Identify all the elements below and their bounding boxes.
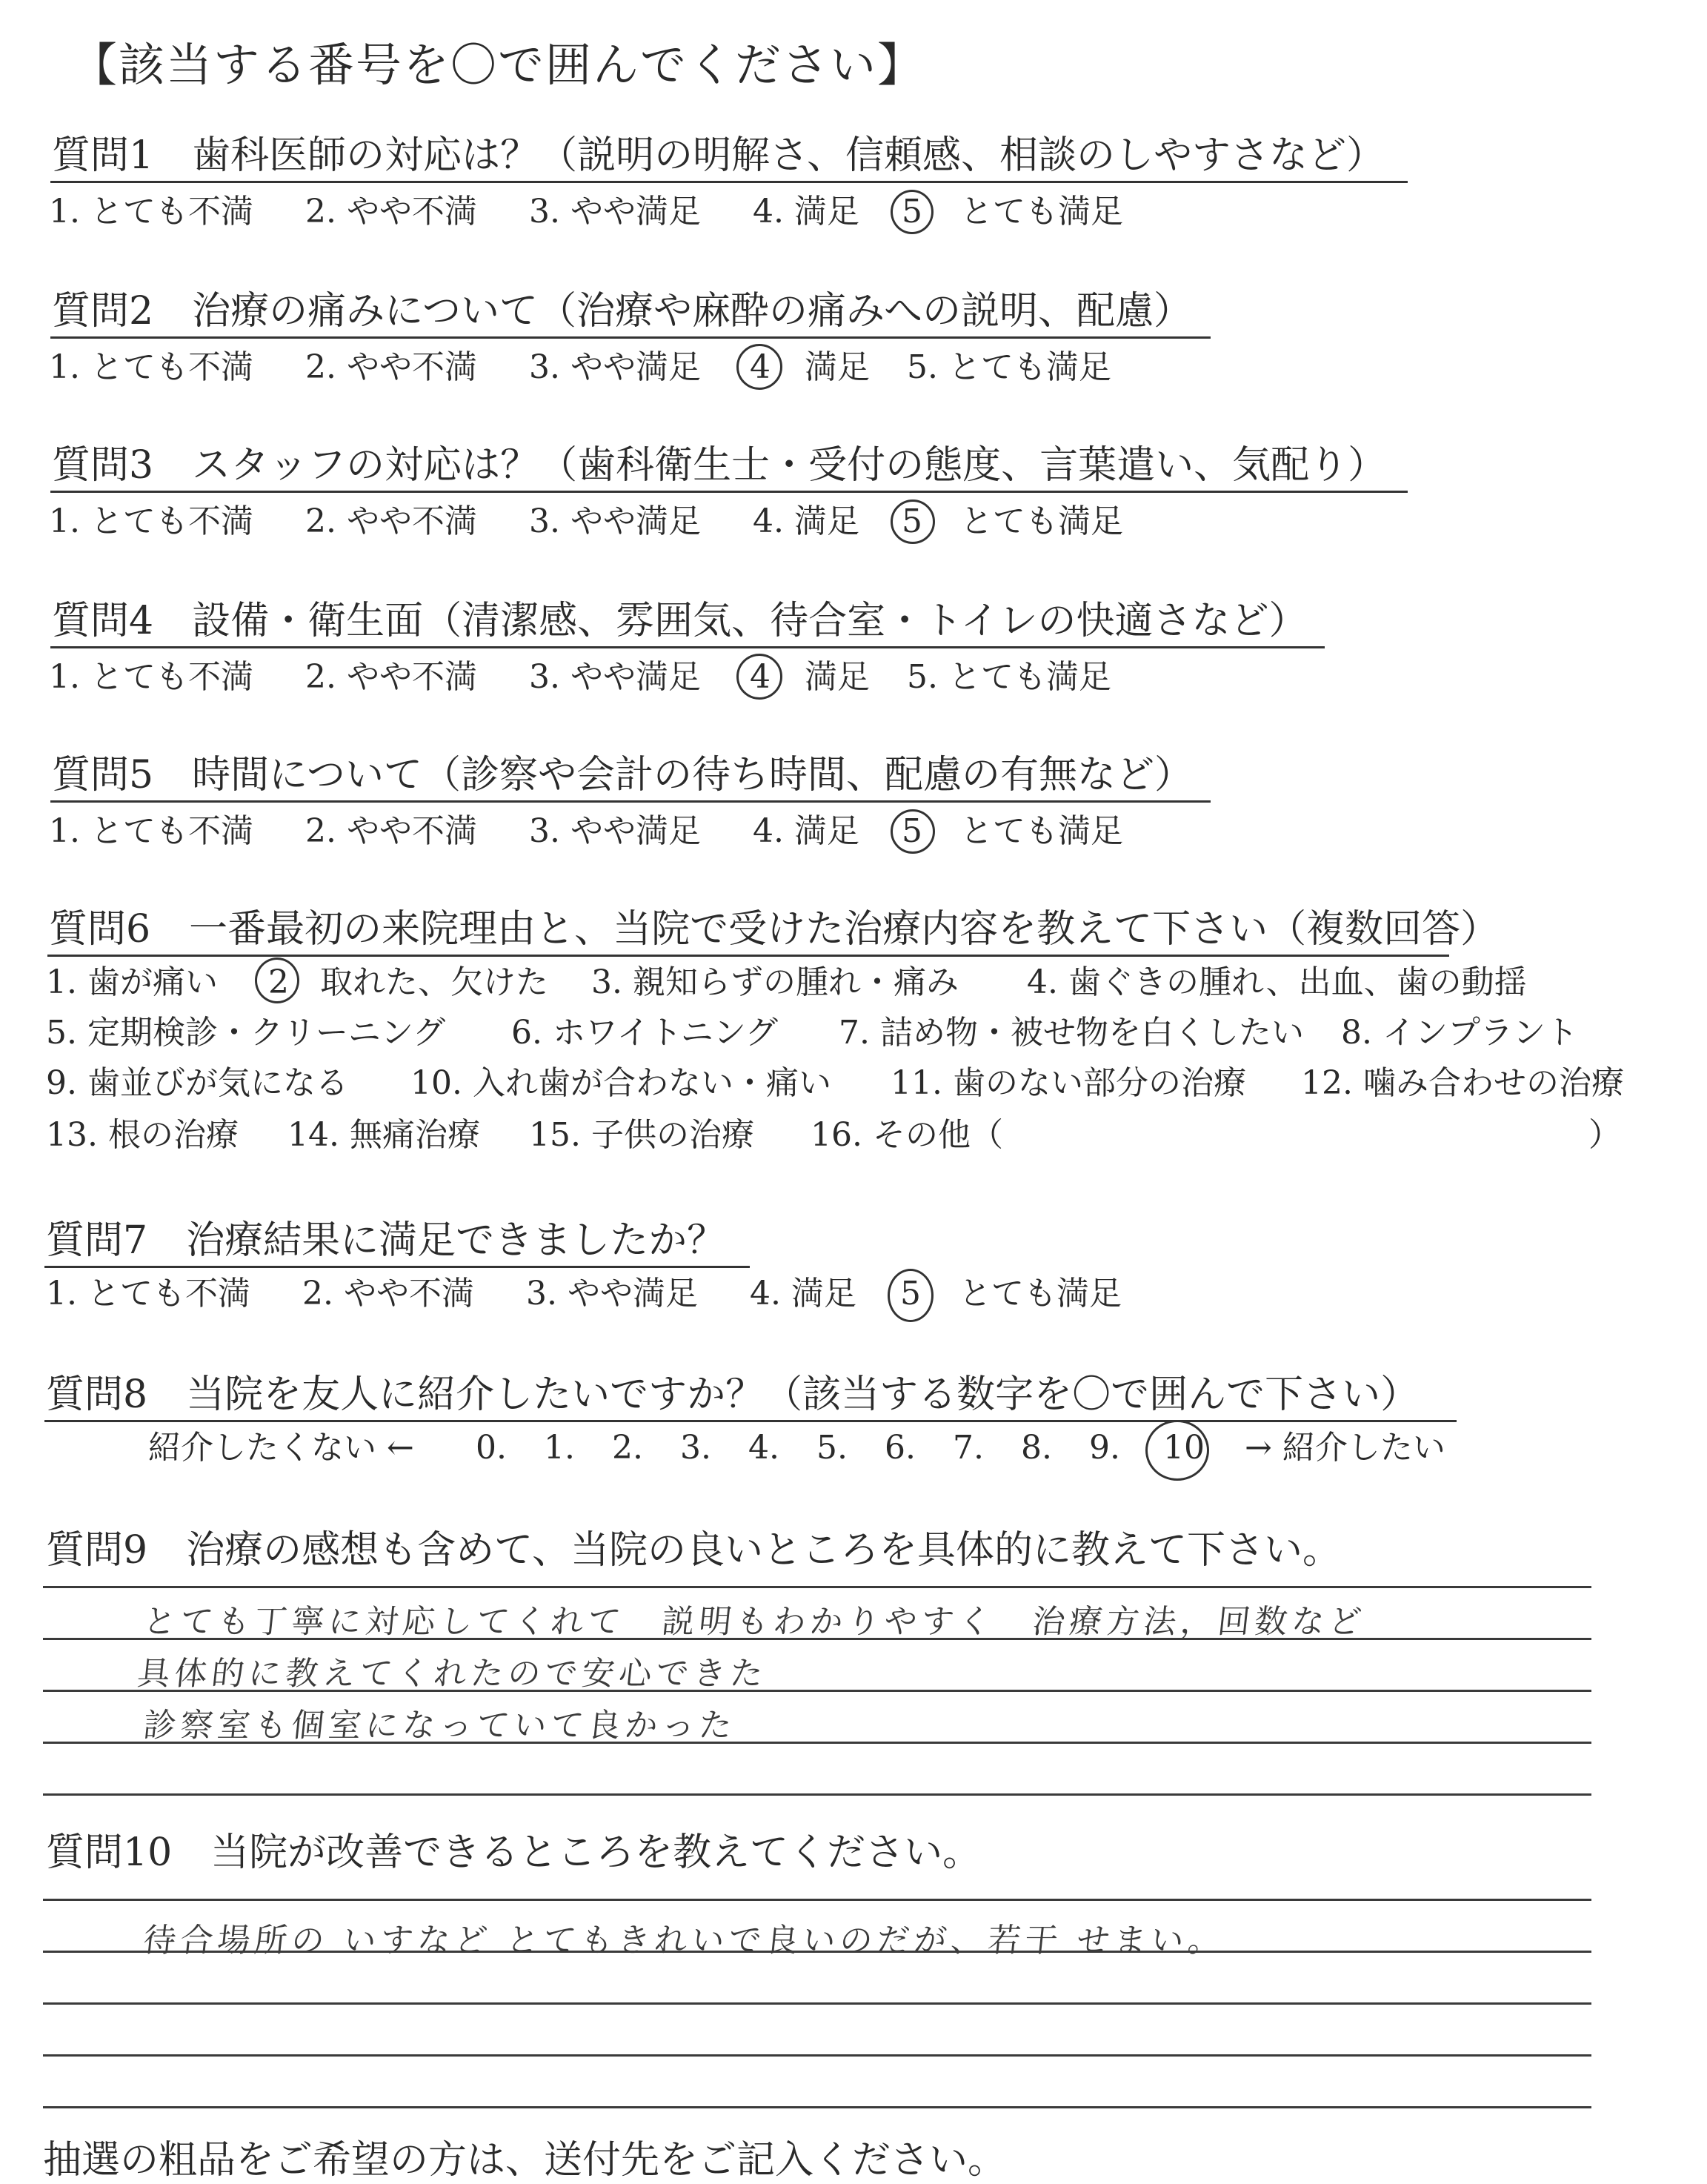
q1-option-1[interactable]: 1. とても不満 [49, 193, 253, 230]
q6-option-16[interactable]: 16. その他（ [811, 1116, 1003, 1154]
q10-rule-4 [43, 2054, 1591, 2057]
q4-title: 質問4 設備・衛生面（清潔感、雰囲気、待合室・トイレの快適さなど） [52, 599, 1308, 643]
q2-option-4[interactable]: 4 [750, 348, 771, 386]
q7-option-3[interactable]: 3. やや満足 [526, 1275, 698, 1312]
q8-score-2[interactable]: 2. [612, 1429, 643, 1467]
q4-underline [50, 646, 1325, 648]
q4-option-2[interactable]: 2. やや不満 [305, 658, 477, 696]
q5-answer-circle [891, 809, 935, 854]
q7-title: 質問7 治療結果に満足できましたか？ [46, 1218, 726, 1263]
q5-option-3[interactable]: 3. やや満足 [529, 812, 701, 850]
q6-underline [47, 955, 1449, 957]
q9-answer-line-3[interactable]: 診察室も個室になっていて良かった [141, 1707, 739, 1745]
q6-option-13[interactable]: 13. 根の治療 [46, 1116, 239, 1154]
q6-option-2[interactable]: 2 [268, 963, 289, 1001]
q4-option-4-label: 満足 [805, 658, 870, 696]
q5-option-1[interactable]: 1. とても不満 [49, 812, 253, 850]
q6-option-4[interactable]: 4. 歯ぐきの腫れ、出血、歯の動揺 [1027, 963, 1527, 1001]
q5-option-2[interactable]: 2. やや不満 [305, 812, 477, 850]
q6-option-5[interactable]: 5. 定期検診・クリーニング [46, 1014, 446, 1052]
q6-option-14[interactable]: 14. 無痛治療 [287, 1116, 480, 1154]
q6-option-2-label: 取れた、欠けた [320, 963, 548, 1001]
q6-option-1[interactable]: 1. 歯が痛い [46, 963, 218, 1001]
q8-score-10[interactable]: 10 [1163, 1429, 1205, 1467]
q2-answer-circle [736, 344, 782, 390]
q2-option-1[interactable]: 1. とても不満 [49, 348, 253, 386]
q5-option-4[interactable]: 4. 満足 [753, 812, 859, 850]
q10-rule-1 [43, 1899, 1591, 1901]
q8-score-3[interactable]: 3. [680, 1429, 711, 1467]
q9-title: 質問9 治療の感想も含めて、当院の良いところを具体的に教えて下さい。 [46, 1528, 1342, 1573]
q4-option-1[interactable]: 1. とても不満 [49, 658, 253, 696]
q1-option-2[interactable]: 2. やや不満 [305, 193, 477, 230]
q8-score-9[interactable]: 9. [1089, 1429, 1120, 1467]
q10-rule-5 [43, 2106, 1591, 2108]
q10-rule-3 [43, 2002, 1591, 2005]
q7-answer-circle [888, 1269, 934, 1322]
q7-underline [44, 1266, 750, 1268]
q2-option-5[interactable]: 5. とても満足 [907, 348, 1111, 386]
q6-option-10[interactable]: 10. 入れ歯が合わない・痛い [410, 1064, 831, 1102]
q6-option-9[interactable]: 9. 歯並びが気になる [46, 1064, 348, 1102]
q1-underline [50, 181, 1408, 183]
q3-answer-circle [891, 499, 935, 544]
q1-answer-circle [891, 190, 934, 234]
q2-underline [50, 336, 1211, 339]
q4-option-5[interactable]: 5. とても満足 [907, 658, 1111, 696]
q6-option-12[interactable]: 12. 噛み合わせの治療 [1301, 1064, 1624, 1102]
q3-option-5[interactable]: 5 [902, 502, 922, 540]
q7-option-2[interactable]: 2. やや不満 [302, 1275, 474, 1312]
q8-score-1[interactable]: 1. [544, 1429, 575, 1467]
q6-answer-circle [255, 957, 299, 1003]
q8-score-6[interactable]: 6. [885, 1429, 916, 1467]
q5-title: 質問5 時間について（診察や会計の待ち時間、配慮の有無など） [52, 753, 1194, 797]
q8-left-label: 紹介したくない ← [148, 1429, 414, 1467]
q6-option-3[interactable]: 3. 親知らずの腫れ・痛み [591, 963, 959, 1001]
q3-underline [50, 491, 1408, 493]
q3-option-4[interactable]: 4. 満足 [753, 502, 859, 540]
q7-option-4[interactable]: 4. 満足 [750, 1275, 856, 1312]
q1-title: 質問1 歯科医師の対応は？（説明の明解さ、信頼感、相談のしやすさなど） [52, 133, 1385, 178]
q6-other-close-paren: ） [1588, 1116, 1621, 1154]
footer-note: 抽選の粗品をご希望の方は、送付先をご記入ください。 [43, 2138, 1007, 2183]
q3-option-3[interactable]: 3. やや満足 [529, 502, 701, 540]
q9-answer-line-2[interactable]: 具体的に教えてくれたので安心できた [135, 1655, 770, 1693]
q8-score-8[interactable]: 8. [1021, 1429, 1052, 1467]
q6-title: 質問6 一番最初の来院理由と、当院で受けた治療内容を教えて下さい（複数回答） [49, 907, 1500, 952]
q8-underline [44, 1420, 1457, 1422]
q1-option-3[interactable]: 3. やや満足 [529, 193, 701, 230]
q1-option-5-label: とても満足 [960, 193, 1123, 230]
q4-option-4[interactable]: 4 [750, 658, 771, 696]
q9-rule-5 [43, 1793, 1591, 1796]
q7-option-5-label: とても満足 [959, 1275, 1122, 1312]
q9-answer-line-1[interactable]: とても丁寧に対応してくれて 説明もわかりやすく 治療方法，回数など [141, 1603, 1368, 1641]
q6-option-15[interactable]: 15. 子供の治療 [529, 1116, 754, 1154]
q2-title: 質問2 治療の痛みについて（治療や麻酔の痛みへの説明、配慮） [52, 289, 1193, 333]
q8-score-5[interactable]: 5. [816, 1429, 848, 1467]
q1-option-4[interactable]: 4. 満足 [753, 193, 859, 230]
q6-option-6[interactable]: 6. ホワイトニング [511, 1014, 779, 1052]
q8-right-label: → 紹介したい [1245, 1429, 1445, 1467]
q5-option-5[interactable]: 5 [902, 812, 922, 850]
q3-option-2[interactable]: 2. やや不満 [305, 502, 477, 540]
q6-option-7[interactable]: 7. 詰め物・被せ物を白くしたい [839, 1014, 1304, 1052]
q8-answer-circle [1145, 1420, 1209, 1481]
q7-option-1[interactable]: 1. とても不満 [46, 1275, 250, 1312]
q3-option-5-label: とても満足 [960, 502, 1123, 540]
q6-option-8[interactable]: 8. インプラント [1341, 1014, 1578, 1052]
q8-score-7[interactable]: 7. [953, 1429, 984, 1467]
q8-score-0[interactable]: 0. [476, 1429, 507, 1467]
q3-option-1[interactable]: 1. とても不満 [49, 502, 253, 540]
q6-option-11[interactable]: 11. 歯のない部分の治療 [891, 1064, 1246, 1102]
q2-option-3[interactable]: 3. やや満足 [529, 348, 701, 386]
q2-option-2[interactable]: 2. やや不満 [305, 348, 477, 386]
q3-title: 質問3 スタッフの対応は？（歯科衛生士・受付の態度、言葉遣い、気配り） [52, 443, 1387, 488]
q5-option-5-label: とても満足 [960, 812, 1123, 850]
q7-option-5[interactable]: 5 [900, 1275, 921, 1312]
q4-option-3[interactable]: 3. やや満足 [529, 658, 701, 696]
q10-answer-line-1[interactable]: 待合場所の いすなど とてもきれいで良いのだが、若干 せまい。 [141, 1922, 1228, 1959]
q9-rule-1 [43, 1586, 1591, 1588]
q8-score-4[interactable]: 4. [748, 1429, 779, 1467]
q10-title: 質問10 当院が改善できるところを教えてください。 [46, 1830, 982, 1875]
q2-option-4-label: 満足 [805, 348, 870, 386]
q1-option-5[interactable]: 5 [902, 193, 922, 230]
q5-underline [50, 800, 1211, 803]
q4-answer-circle [736, 654, 782, 700]
q8-title: 質問8 当院を友人に紹介したいですか？（該当する数字を〇で囲んで下さい） [46, 1373, 1420, 1417]
form-header: 【該当する番号を〇で囲んでください】 [71, 38, 925, 92]
